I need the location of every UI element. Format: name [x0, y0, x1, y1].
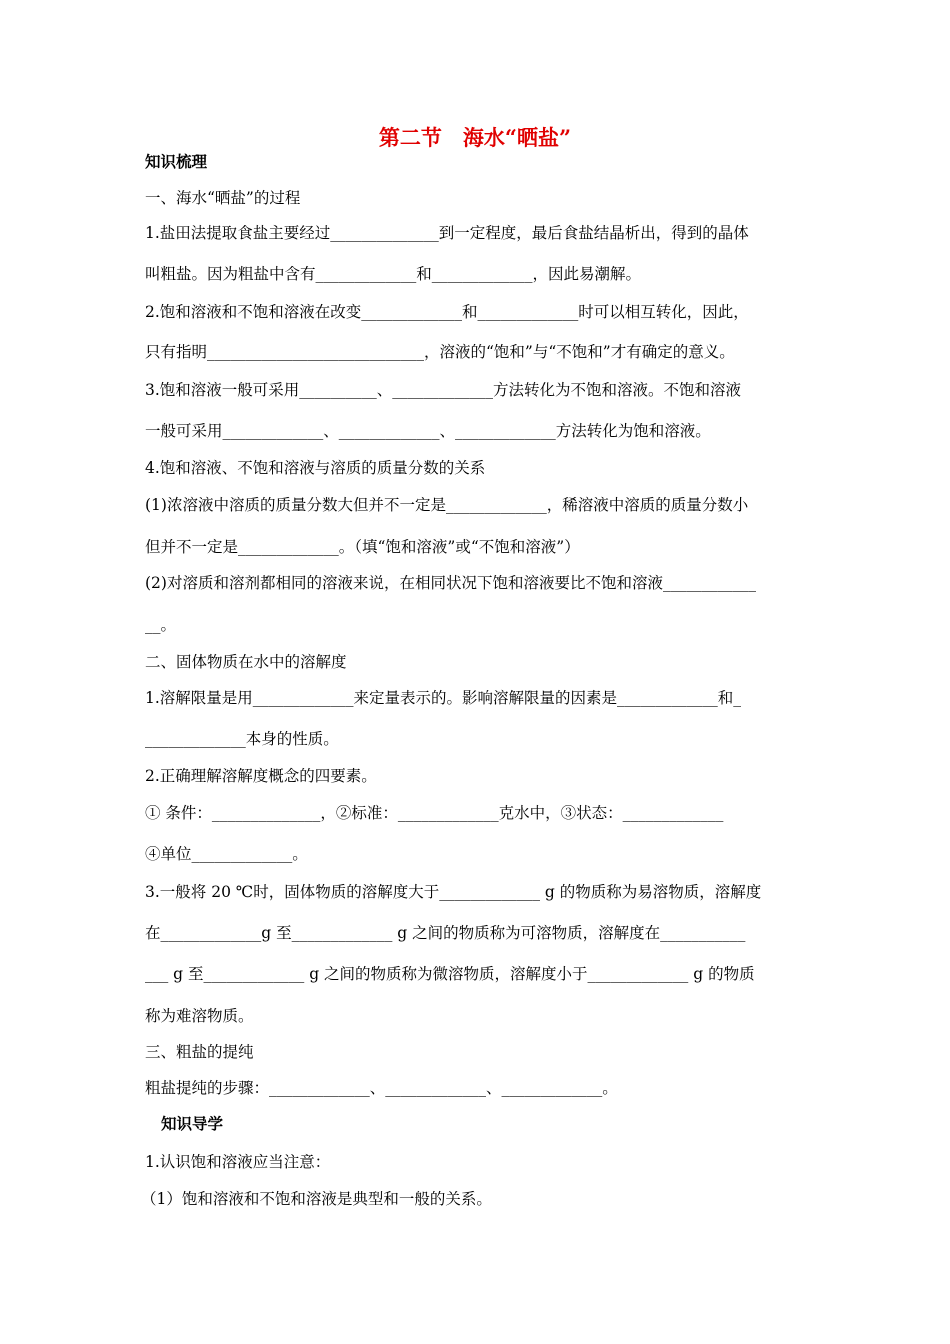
text-line: ④单位_____________。: [145, 845, 308, 863]
text-line: 一般可采用_____________、_____________、_____________方法转化为饱和溶液。: [145, 422, 711, 440]
text-line: 称为难溶物质。: [145, 1007, 254, 1025]
text-line: 4.饱和溶液、不饱和溶液与溶质的质量分数的关系: [145, 459, 486, 477]
section-heading-3: 三、粗盐的提纯: [145, 1043, 254, 1061]
text-line: 2.正确理解溶解度概念的四要素。: [145, 767, 377, 785]
text-line: ___ g 至_____________ g 之间的物质称为微溶物质，溶解度小于_____________ g 的物质: [145, 965, 755, 983]
text-line: 叫粗盐。因为粗盐中含有_____________和_____________，因此易潮解。: [145, 265, 642, 283]
text-line: （1）饱和溶液和不饱和溶液是典型和一般的关系。: [141, 1190, 492, 1208]
section-heading-2: 二、固体物质在水中的溶解度: [145, 653, 347, 671]
text-line: 在_____________g 至_____________ g 之间的物质称为可溶物质，溶解度在___________: [145, 924, 746, 942]
section-heading-knowledge-summary: 知识梳理: [145, 152, 208, 171]
section-heading-knowledge-guide: 知识导学: [161, 1114, 224, 1133]
text-line: 3.一般将 20 ℃时，固体物质的溶解度大于_____________ g 的物质称为易溶物质，溶解度: [145, 883, 762, 901]
text-line: (2)对溶质和溶剂都相同的溶液来说，在相同状况下饱和溶液要比不饱和溶液____________: [145, 574, 756, 592]
text-line: 3.饱和溶液一般可采用__________、_____________方法转化为不饱和溶液。不饱和溶液: [145, 381, 742, 399]
page-title: 第二节 海水“晒盐”: [378, 125, 572, 150]
text-line: 1.盐田法提取食盐主要经过______________到一定程度，最后食盐结晶析出，得到的晶体: [145, 224, 749, 242]
text-line: 1.溶解限量是用_____________来定量表示的。影响溶解限量的因素是_____________和_: [145, 689, 742, 707]
text-line: _____________本身的性质。: [145, 730, 339, 748]
text-line: ① 条件：______________，②标准：_____________克水中，③状态：_____________: [145, 804, 724, 822]
text-line: 只有指明____________________________，溶液的“饱和”与“不饱和”才有确定的意义。: [145, 343, 735, 361]
text-line: 2.饱和溶液和不饱和溶液在改变_____________和_____________时可以相互转化，因此，: [145, 303, 749, 321]
text-line: __。: [145, 616, 177, 634]
text-line: 但并不一定是_____________。（填“饱和溶液”或“不饱和溶液”）: [145, 538, 580, 556]
text-line: 1.认识饱和溶液应当注意：: [145, 1153, 331, 1171]
text-line: (1)浓溶液中溶质的质量分数大但并不一定是_____________，稀溶液中溶质的质量分数小: [145, 496, 749, 514]
section-heading-1: 一、海水“晒盐”的过程: [145, 189, 301, 207]
text-line: 粗盐提纯的步骤：_____________、_____________、_____________。: [145, 1079, 618, 1097]
